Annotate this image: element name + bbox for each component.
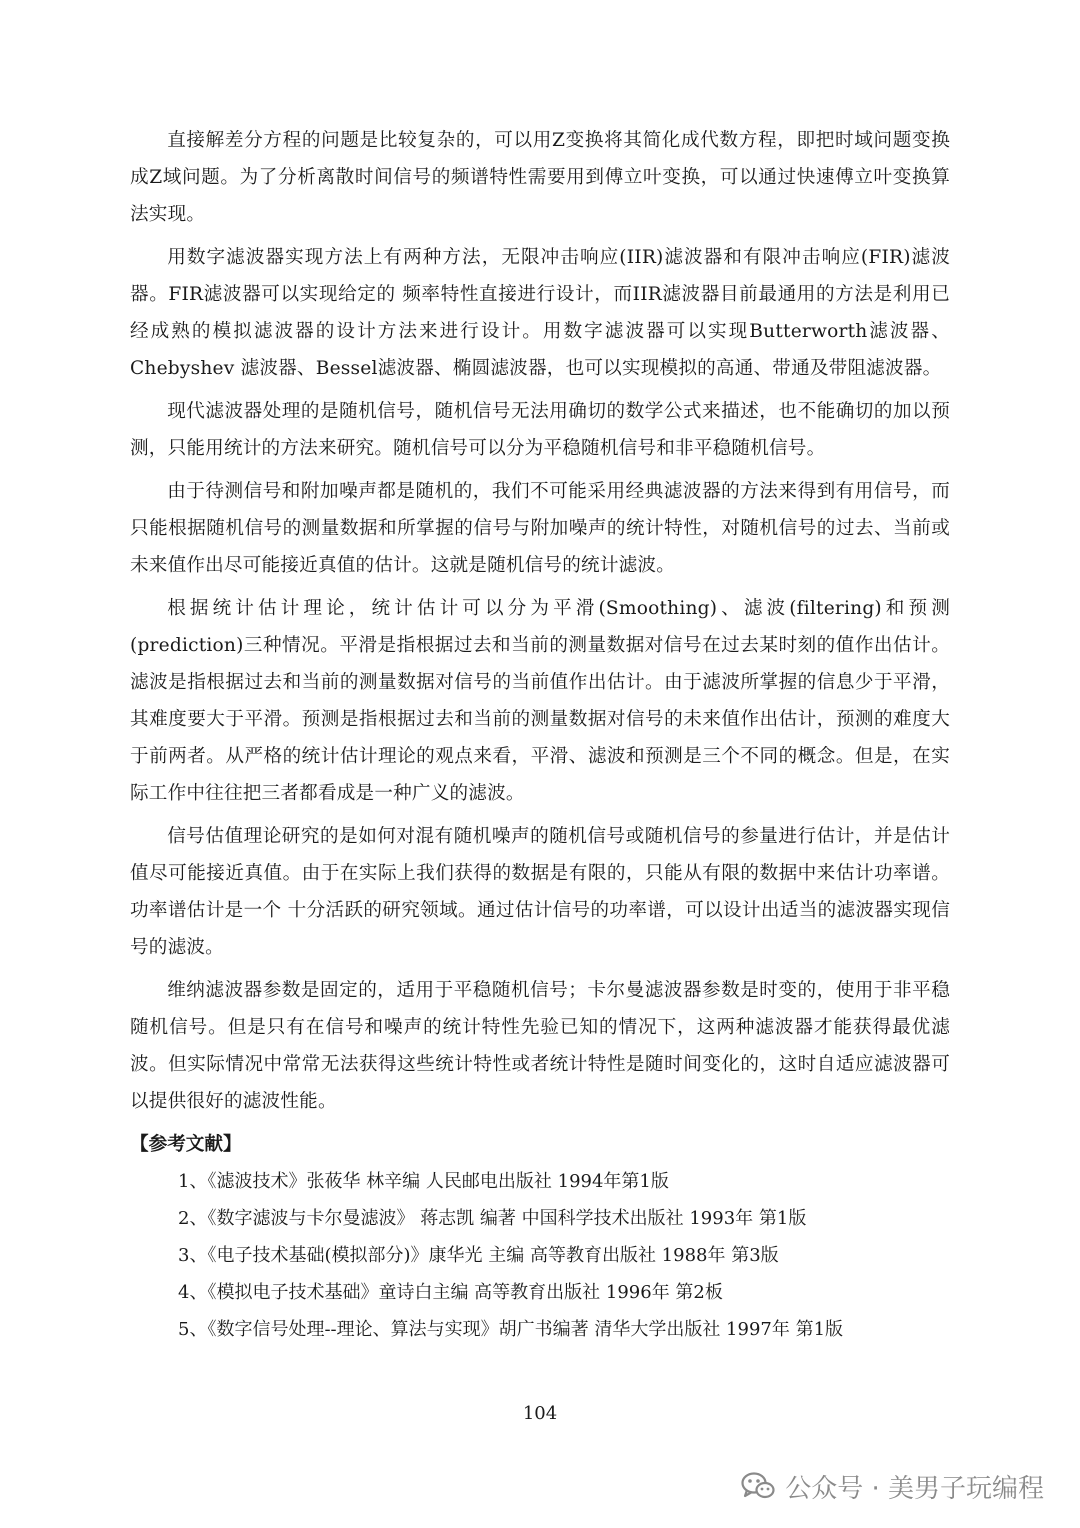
- reference-item: 2、《数字滤波与卡尔曼滤波》 蒋志凯 编著 中国科学技术出版社 1993年 第1版: [178, 1208, 807, 1229]
- paragraph-random-signals: 现代滤波器处理的是随机信号，随机信号无法用确切的数学公式来描述，也不能确切的加以预测，只能用统计的方法来研究。随机信号可以分为平稳随机信号和非平稳随机信号。: [130, 401, 950, 459]
- references-heading: 【参考文献】: [130, 1134, 242, 1155]
- paragraph-wiener-kalman: 维纳滤波器参数是固定的，适用于平稳随机信号；卡尔曼滤波器参数是时变的，使用于非平稳随机信号。但是只有在信号和噪声的统计特性先验已知的情况下，这两种滤波器才能获得最优滤波。但实际情况中常常无法获得这些统计特性或者统计特性是随时间变化的，这时自适应滤波器可以提供很好的滤波性能。: [130, 980, 950, 1112]
- reference-item: 4、《模拟电子技术基础》童诗白主编 高等教育出版社 1996年 第2板: [178, 1282, 723, 1303]
- paragraph-digital-filters: 用数字滤波器实现方法上有两种方法，无限冲击响应(IIR)滤波器和有限冲击响应(FIR)滤波器。FIR滤波器可以实现给定的 频率特性直接进行设计，而IIR滤波器目前最通用的方法是利用已经成熟的模拟滤波器的设计方法来进行设计。用数字滤波器可以实现Butterworth滤波器、Chebyshev 滤波器、Bessel滤波器、椭圆滤波器，也可以实现模拟的高通、带通及带阻滤波器。: [130, 247, 950, 379]
- watermark-text: 公众号 · 美男子玩编程: [785, 1473, 1044, 1504]
- paragraph-estimation-theory: 根据统计估计理论，统计估计可以分为平滑(Smoothing)、滤波(filtering)和预测(prediction)三种情况。平滑是指根据过去和当前的测量数据对信号在过去某时刻的值作出估计。滤波是指根据过去和当前的测量数据对信号的当前值作出估计。由于滤波所掌握的信息少于平滑，其难度要大于平滑。预测是指根据过去和当前的测量数据对信号的未来值作出估计，预测的难度大于前两者。从严格的统计估计理论的观点来看，平滑、滤波和预测是三个不同的概念。但是，在实际工作中往往把三者都看成是一种广义的滤波。: [130, 598, 950, 804]
- reference-item: 1、《滤波技术》张莜华 林辛编 人民邮电出版社 1994年第1版: [178, 1171, 669, 1192]
- wechat-icon: [741, 1471, 775, 1501]
- reference-item: 5、《数字信号处理--理论、算法与实现》胡广书编著 清华大学出版社 1997年 第1版: [178, 1319, 844, 1340]
- references-list: [130, 1163, 950, 1348]
- watermark: [741, 1466, 1044, 1506]
- paragraph-signal-estimation: 信号估值理论研究的是如何对混有随机噪声的随机信号或随机信号的参量进行估计，并是估计值尽可能接近真值。由于在实际上我们获得的数据是有限的，只能从有限的数据中来估计功率谱。功率谱估计是一个 十分活跃的研究领域。通过估计信号的功率谱，可以设计出适当的滤波器实现信号的滤波。: [130, 826, 950, 958]
- page-number: 104: [522, 1403, 558, 1424]
- reference-item: 3、《电子技术基础(模拟部分)》康华光 主编 高等教育出版社 1988年 第3版: [178, 1245, 779, 1266]
- document-page: [130, 122, 950, 1348]
- paragraph-z-transform: 直接解差分方程的问题是比较复杂的，可以用Z变换将其简化成代数方程，即把时域问题变换成Z域问题。为了分析离散时间信号的频谱特性需要用到傅立叶变换，可以通过快速傅立叶变换算法实现。: [130, 130, 950, 225]
- paragraph-statistical-filtering: 由于待测信号和附加噪声都是随机的，我们不可能采用经典滤波器的方法来得到有用信号，而只能根据随机信号的测量数据和所掌握的信号与附加噪声的统计特性，对随机信号的过去、当前或未来值作出尽可能接近真值的估计。这就是随机信号的统计滤波。: [130, 481, 950, 576]
